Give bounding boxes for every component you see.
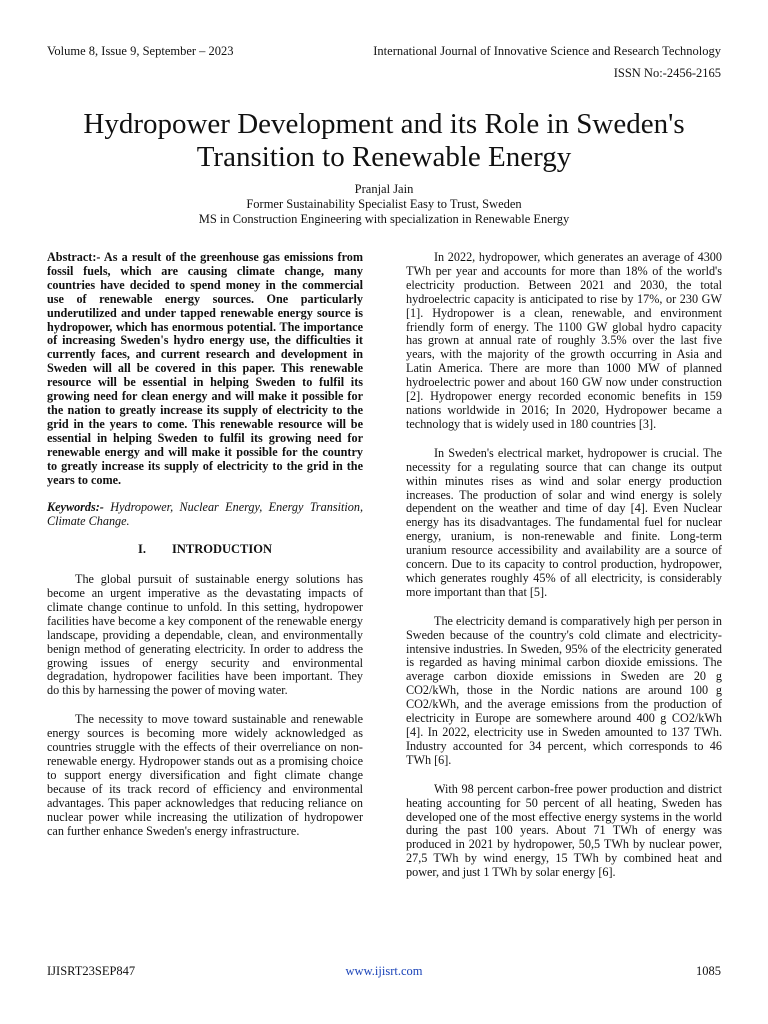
section-title: INTRODUCTION [171, 542, 272, 557]
paper-id: IJISRT23SEP847 [47, 964, 136, 978]
section-heading [47, 543, 363, 557]
intro-paragraph-2: The necessity to move toward sustainable and renewable energy sources is becoming more widely acknowledged as countries struggle with the effects of their overreliance on non-renewable energy. Hydropower stands out as a promising choice to support energy diversification and fight climate change because of its track record of efficiency and environmental advantages. This paper acknowledges that reducing reliance on nuclear power while increasing the utilization of hydropower can further enhance Sweden's energy infrastructure. [47, 712, 363, 838]
author-name: Pranjal Jain [354, 182, 414, 196]
abstract: Abstract:- As a result of the greenhouse gas emissions from fossil fuels, which are causing climate change, many countries have decided to spend money in the commercial use of renewable energy sources. One particularly underutilized and under tapped renewable energy source is hydropower, which has enormous potential. The importance of increasing Sweden's hydro energy use, the difficulties it currently faces, and current research and development in Sweden will all be covered in this paper. This renewable resource will be essential in helping Sweden to fulfil its growing need for clean energy and will make it possible for the nation to greatly increase its supply of electricity to the grid in the years to come. This renewable resource will be essential in helping Sweden to fulfil its growing need for renewable energy and will make it possible for the country to greatly increase its supply of electricity to the grid in the years to come. [47, 250, 363, 487]
journal-name: International Journal of Innovative Science and Research Technology [373, 44, 721, 58]
right-column [406, 251, 722, 880]
page-number: 1085 [696, 964, 721, 978]
volume-issue: Volume 8, Issue 9, September – 2023 [47, 44, 234, 58]
intro-paragraph-1: The global pursuit of sustainable energy solutions has become an urgent imperative as the devastating impacts of climate change continue to unfold. In this setting, hydropower facilities have become a key component of the renewable energy landscape, providing a dependable, clean, and environmentally benign method of generating electricity. In order to address the growing issues of energy security and environmental degradation, hydropower facilities have been important. They do this by harnessing the power of moving water. [47, 572, 363, 698]
paper-title: Hydropower Development and its Role in Sweden's Transition to Renewable Energy [83, 108, 685, 174]
section-number: I. [137, 542, 146, 557]
keywords-label: Keywords:- [47, 500, 104, 515]
body-paragraph-2: In Sweden's electrical market, hydropower is crucial. The necessity for a regulating source that can change its output within minutes rises as wind and solar energy production increases. The production of solar and wind energy is solely dependent on the weather and time of day [4]. Even Nuclear energy has its disadvantages. The fundamental fuel for nuclear energy, uranium, is non-renewable and finite. Long-term uranium resource accessibility and availability are a source of concern. Due to its capacity to control production, hydropower, which generates roughly 45% of all electricity, is considerably more important than that [5]. [406, 445, 722, 599]
author-block [40, 182, 728, 227]
left-column [47, 251, 363, 838]
author-degree: MS in Construction Engineering with specialization in Renewable Energy [198, 212, 570, 226]
issn: ISSN No:-2456-2165 [613, 66, 721, 80]
keywords [47, 501, 363, 529]
website-link[interactable]: www.ijisrt.com [345, 964, 423, 978]
body-paragraph-4: With 98 percent carbon-free power production and district heating accounting for 50 percent of all heating, Sweden has developed one of the most effective energy systems in the world during the past 100 years. About 71 TWh of energy was produced in 2021 by hydropower, 50,5 TWh by nuclear power, 27,5 TWh by wind energy, 15 TWh by combined heat and power, and just 1 TWh by solar energy [6]. [406, 781, 722, 880]
body-paragraph-1: In 2022, hydropower, which generates an average of 4300 TWh per year and accounts for more than 18% of the world's electricity production. Between 2021 and 2030, the total hydroelectric capacity is anticipated to rise by 17%, or 230 GW [1]. Hydropower is a clean, renewable, and environment friendly form of energy. The 1100 GW global hydro capacity has grown at annual rate of roughly 3.5% over the last five years, with the majority of the growth occurring in Asia and Latin America. There are more than 1000 MW of planned hydroelectric power and about 160 GW now under construction [2]. Hydropower energy recorded economic benefits in 159 nations worldwide in 2016; In 2020, Hydropower became a technology that is widely used in 180 countries [3]. [406, 250, 722, 431]
body-paragraph-3: The electricity demand is comparatively high per person in Sweden because of the country's cold climate and electricity-intensive industries. In Sweden, 95% of the electricity generated is regarded as having minimal carbon dioxide emissions. The average carbon dioxide emissions in Sweden are 20 g CO2/kWh, those in the Nordic nations are around 100 g CO2/kWh, and the average emissions from the production of electricity in Europe are somewhere around 400 g CO2/kWh [4]. In 2022, electricity use in Sweden amounted to 137 TWh. Industry accounted for 34 percent, which corresponds to 46 TWh [6]. [406, 613, 722, 767]
author-affiliation: Former Sustainability Specialist Easy to Trust, Sweden [246, 197, 522, 211]
keywords-text: Hydropower, Nuclear Energy, Energy Transition, Climate Change. [47, 500, 363, 529]
